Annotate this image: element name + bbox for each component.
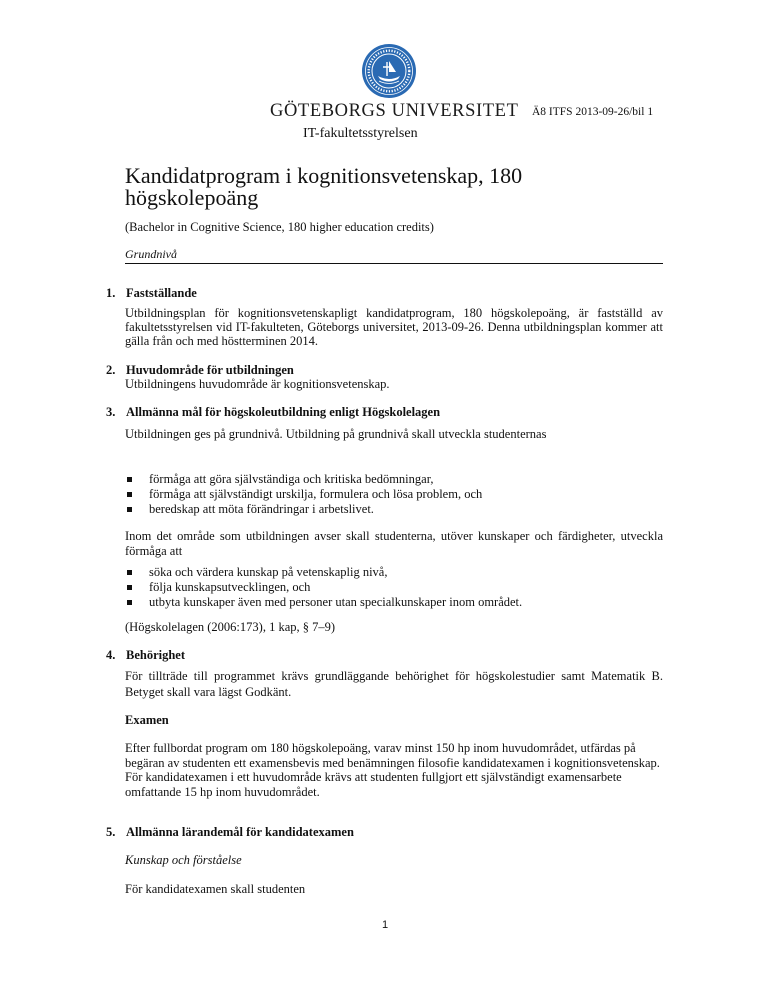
page-subtitle: (Bachelor in Cognitive Science, 180 higher education credits)	[125, 220, 434, 234]
list-item: utbyta kunskaper även med personer utan specialkunskaper inom området.	[127, 595, 657, 610]
bullet-marker	[127, 507, 132, 512]
list-item: förmåga att självständigt urskilja, formulera och lösa problem, och	[127, 487, 647, 502]
section-3-intro: Utbildningen ges på grundnivå. Utbildning på grundnivå skall utveckla studenternas	[125, 427, 547, 441]
goals-list-1	[127, 472, 647, 520]
education-level: Grundnivå	[125, 247, 177, 261]
goals-list-2	[127, 565, 657, 613]
title-divider	[125, 263, 663, 264]
bullet-marker	[127, 492, 132, 497]
section-2-title: Huvudområde för utbildningen	[126, 363, 294, 377]
bullet-marker	[127, 585, 132, 590]
page-title: Kandidatprogram i kognitionsvetenskap, 180 högskolepoäng	[125, 163, 523, 210]
section-2-text: Utbildningens huvudområde är kognitionsvetenskap.	[125, 377, 390, 391]
section-3-title: Allmänna mål för högskoleutbildning enligt Högskolelagen	[126, 405, 441, 419]
examen-text: Efter fullbordat program om 180 högskolepoäng, varav minst 150 hp inom huvudområdet, utfärdas på begäran av studenten ett examensbevis med benämningen filosofie kandidatexamen i kognitionsvetenskap. För kandidatexamen i ett huvudområde krävs att studenten fullgjort ett självständigt examensarbete omfattande 15 hp inom huvudområdet.	[125, 741, 660, 799]
section-1-text: Utbildningsplan för kognitionsvetenskapligt kandidatprogram, 180 högskolepoäng, är fastställd av fakultetsstyrelsen vid IT-fakulteten, Göteborgs universitet, 2013-09-26. Denna utbildningsplan kommer att gälla från och med höstterminen 2014.	[125, 306, 663, 348]
document-reference: Ä8 ITFS 2013-09-26/bil 1	[532, 106, 654, 118]
university-seal-logo	[361, 43, 417, 99]
examen-heading: Examen	[125, 713, 169, 727]
section-2-number: 2.	[106, 363, 116, 377]
section-4-number: 4.	[106, 648, 116, 662]
section-3-middle: Inom det område som utbildningen avser skall studenterna, utöver kunskaper och färdigheter, utveckla förmåga att	[125, 529, 663, 558]
list-item: söka och värdera kunskap på vetenskaplig nivå,	[127, 565, 657, 580]
section-3-number: 3.	[106, 405, 116, 419]
list-item: följa kunskapsutvecklingen, och	[127, 580, 657, 595]
faculty-name: IT-fakultetsstyrelsen	[303, 126, 418, 141]
knowledge-subheading: Kunskap och förståelse	[125, 853, 242, 867]
bullet-marker	[127, 600, 132, 605]
section-5-text: För kandidatexamen skall studenten	[125, 882, 306, 896]
section-5-title: Allmänna lärandemål för kandidatexamen	[126, 825, 354, 839]
bullet-marker	[127, 477, 132, 482]
list-item: förmåga att göra självständiga och kritiska bedömningar,	[127, 472, 647, 487]
page-number: 1	[382, 919, 389, 931]
section-5-number: 5.	[106, 825, 116, 839]
section-1-title: Fastställande	[126, 286, 197, 300]
section-1-number: 1.	[106, 286, 116, 300]
list-item: beredskap att möta förändringar i arbetslivet.	[127, 502, 647, 517]
section-3-reference: (Högskolelagen (2006:173), 1 kap, § 7–9)	[125, 620, 336, 634]
bullet-marker	[127, 570, 132, 575]
university-name: GÖTEBORGS UNIVERSITET	[270, 101, 519, 121]
section-4-text: För tillträde till programmet krävs grundläggande behörighet för högskolestudier samt Matematik B. Betyget skall vara lägst Godkänt.	[125, 669, 663, 699]
section-4-title: Behörighet	[126, 648, 186, 662]
